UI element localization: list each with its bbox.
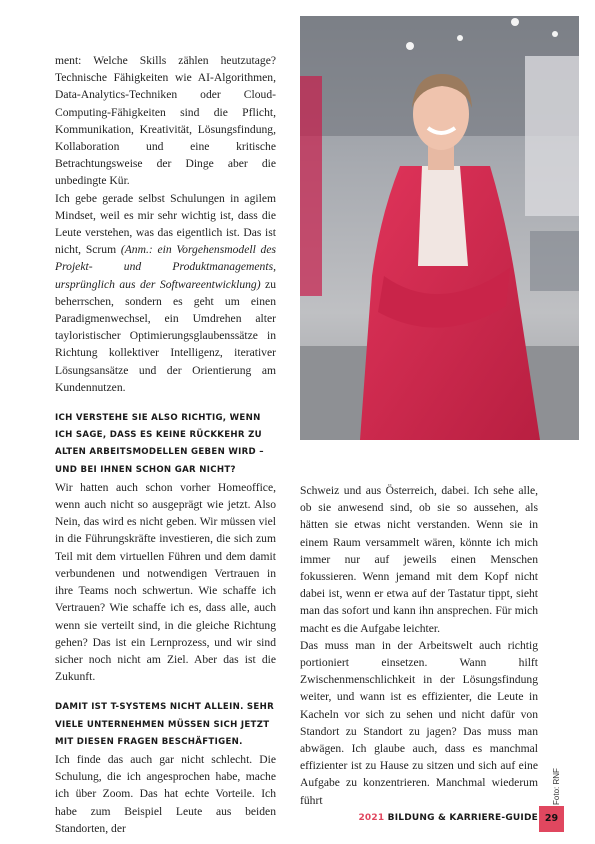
paragraph-work-balance: Das muss man in der Arbeitswelt auch richtig portioniert einsetzen. Wann hilft Zwischenmenschlichkeit in der Lösungsfindung weiter, und wann ist es effizienter, die Leute in Kacheln vor sich zu sehen und nicht dafür von Standort zu Standort zu jagen? Das muss man abwägen. Ich glaube auch, dass es manchmal effizienter ist zu Hause zu sitzen und sich auf eine Aufgabe zu konzentrieren. Manchmal wiederum führt — [300, 638, 538, 807]
paragraph-skills: ment: Welche Skills zählen heutzutage? Technische Fähigkeiten wie AI-Algorithmen, Data-Analytics-Techniken oder Cloud-Computing-Fähigkeiten sind die Pflicht, Kommunikation, Kreativität, Lösungsfindung, Kollaboration und eine kritische Betrachtungsweise der Dinge aber die unbedingte Kür. — [55, 54, 276, 188]
portrait-illustration — [300, 16, 579, 440]
footer-year: 2021 — [358, 813, 385, 823]
left-text-column — [55, 52, 276, 837]
photo-credit-text: Foto: RNF — [551, 768, 561, 805]
scrum-annotation: (Anm.: ein Vorgehensmodell des Projekt- und Produktmanagements, ursprünglich aus der Softwareentwicklung) — [55, 243, 276, 291]
interview-question-2: DAMIT IST T-SYSTEMS NICHT ALLEIN. SEHR VIELE UNTERNEHMEN MÜSSEN SICH JETZT MIT DIESEN FRAGEN BESCHÄFTIGEN. — [55, 702, 274, 747]
right-text-column — [300, 482, 538, 809]
paragraph-zoom-training: Schweiz und aus Österreich, dabei. Ich sehe alle, ob sie anwesend sind, ob sie so aussehen, als hätten sie etwas nicht verstanden. Wenn sie in einem Raum versammelt wären, könnte ich mich immer nur auf jeweils einen Menschen fokussieren. Wenn jemand mit dem Kopf nicht dabei ist, wenn er etwa auf der Tastatur tippt, sieht man das sofort und kann ihn ansprechen. Für mich macht es die Aufgabe leichter. — [300, 484, 538, 635]
photo-credit — [552, 770, 564, 810]
page-number: 29 — [539, 806, 564, 832]
answer-2: Ich finde das auch gar nicht schlecht. Die Schulung, die ich angesprochen habe, mache ich über Zoom. Das hat echte Vorteile. Ich habe zum Beispiel Leute aus beiden Standorten, der — [55, 752, 276, 835]
paragraph-agile-start: Ich gebe gerade selbst Schulungen in agilem Mindset, weil es mir sehr wichtig ist, dass die Leute verstehen, was das eigentlich ist. Das ist nicht, Scrum — [55, 191, 276, 257]
paragraph-agile-end: zu beherrschen, sondern es geht um einen Paradigmenwechsel, ein Umdrehen alter tayloristischer Optimierungsglaubenssätze in Richtung kollektiver Intelligenz, iterativer Lösungsansätze und der Orientierung am Kundennutzen. — [55, 277, 276, 394]
portrait-photo — [300, 16, 579, 440]
paragraph-agile-mindset — [55, 190, 276, 396]
footer-running-title — [358, 813, 538, 823]
footer-guide-title: BILDUNG & KARRIERE-GUIDE — [387, 813, 538, 823]
answer-1: Wir hatten auch schon vorher Homeoffice, wenn auch nicht so ausgeprägt wie jetzt. Also Nein, das wird es nicht geben. Wir müssen viel in die Führungskräfte investieren, die sich zum Teil mit dem virtuellen Führen und dem damit verbundenen und notwendigen Vertrauen in ihre Teams noch schwertun. Wie schaffe ich Vertrauen? Wie schaffe ich es, dass alle, auch wenn sie verteilt sind, in die gleiche Richtung gehen? Das ist ein Lernprozess, und wir sind sicher noch nicht am Ziel. Aber das ist die Zukunft. — [55, 480, 276, 684]
interview-question-1: ICH VERSTEHE SIE ALSO RICHTIG, WENN ICH SAGE, DASS ES KEINE RÜCKKEHR ZU ALTEN ARBEITSMODELLEN GEBEN WIRD – UND BEI IHNEN SCHON GAR NICHT? — [55, 413, 264, 475]
